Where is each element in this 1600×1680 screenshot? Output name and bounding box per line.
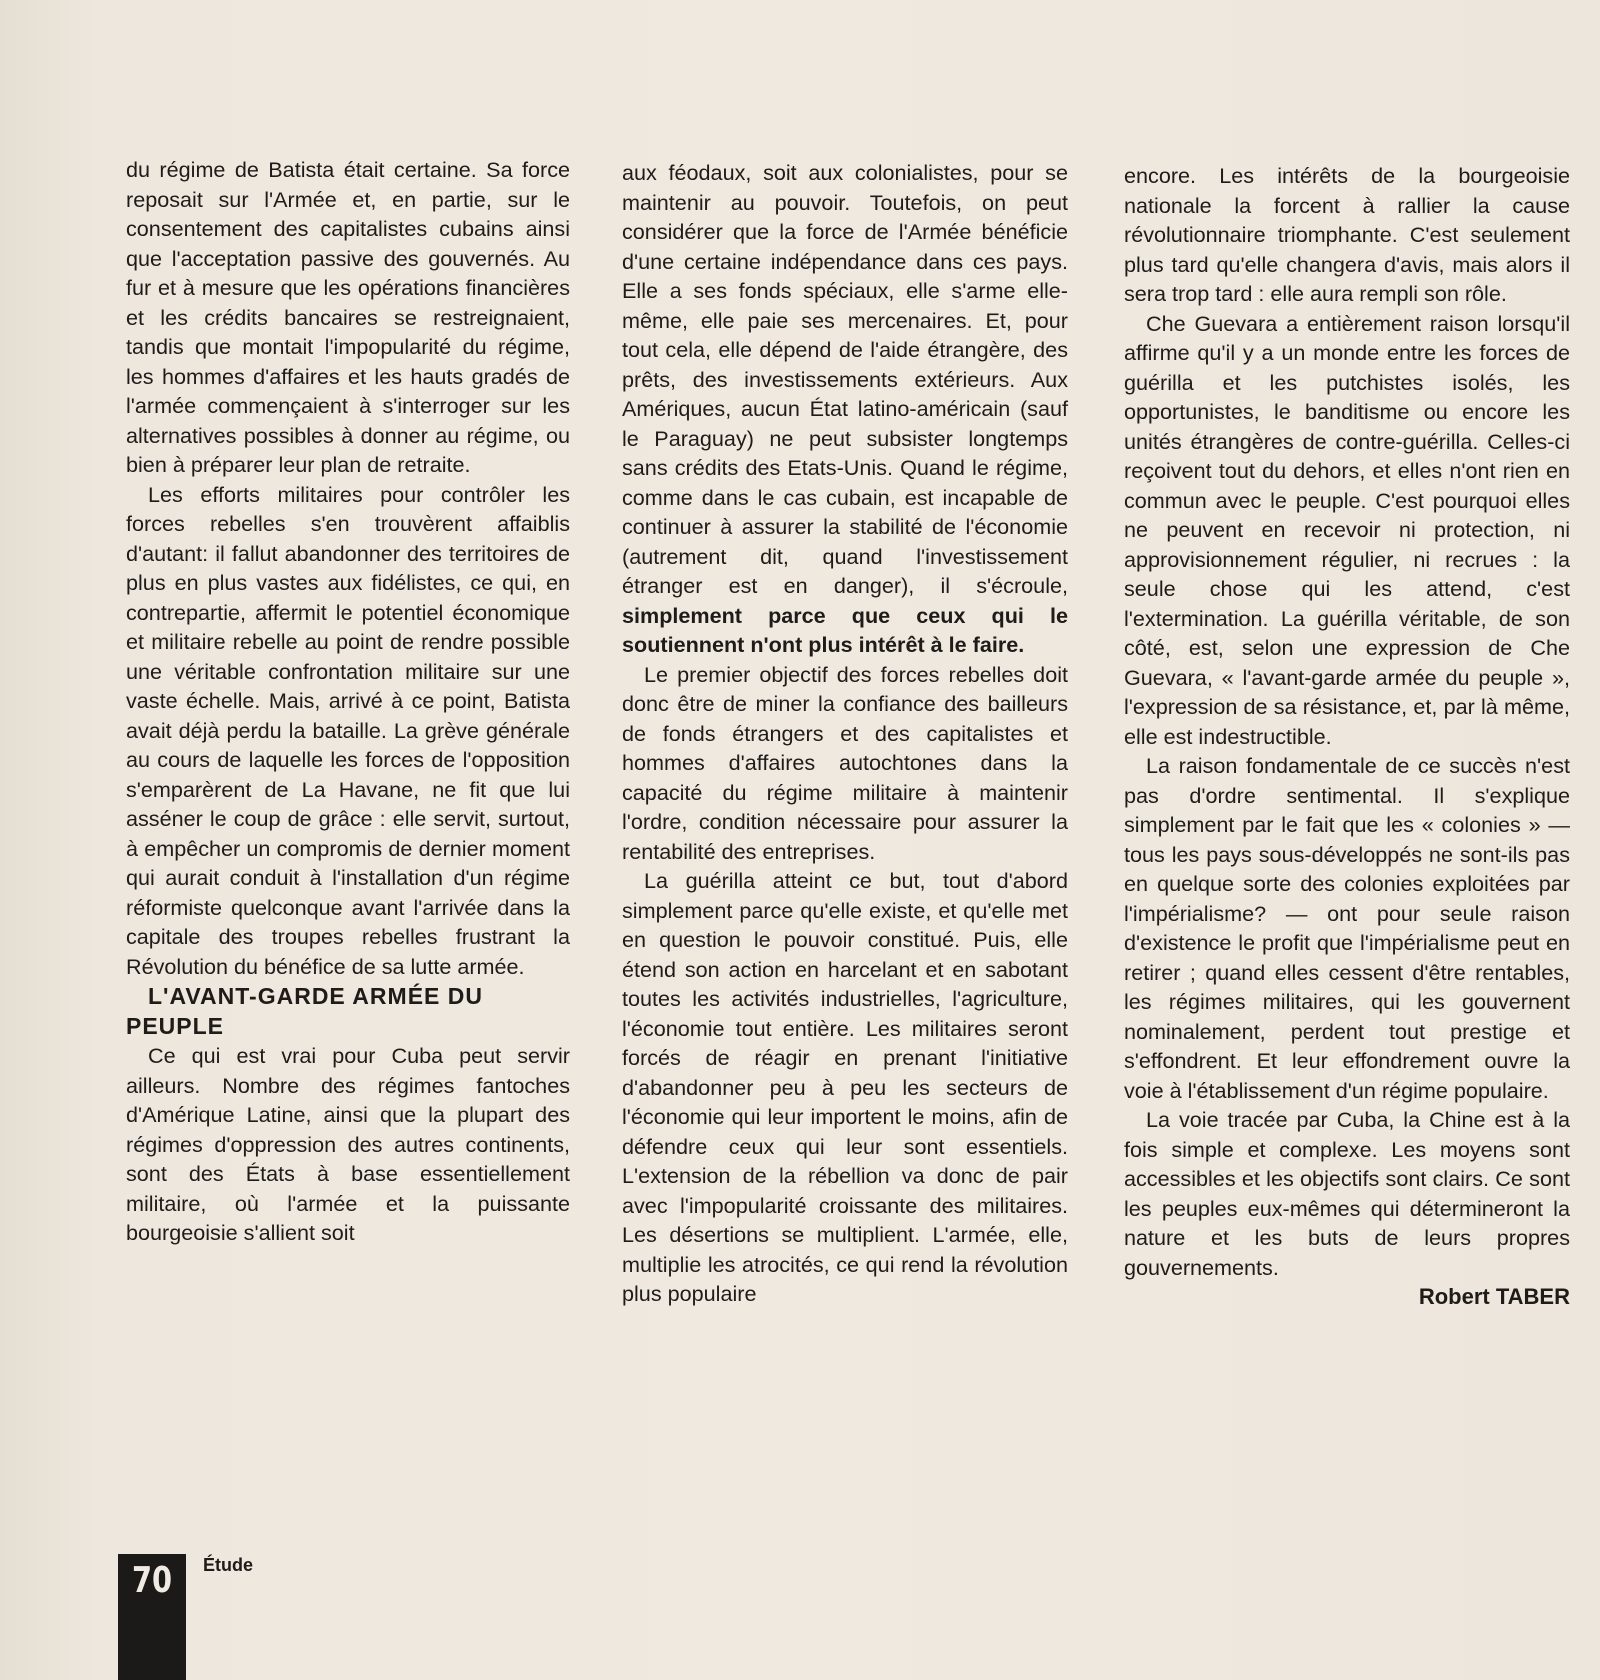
- section-heading: L'AVANT-GARDE ARMÉE DU PEUPLE: [126, 983, 483, 1039]
- paragraph: Le premier objectif des forces rebelles doit donc être de miner la confiance des bailleurs de fonds étrangers et des capitalistes et hommes d'affaires autochtones dans la capacité du régime militaire à maintenir l'ordre, condition nécessaire pour assurer la rentabilité des entreprises.: [622, 661, 1068, 864]
- page-number: 70: [131, 1560, 173, 1601]
- emphasized-text: simplement parce que ceux qui le soutiennent n'ont plus intérêt à le faire.: [622, 602, 1068, 657]
- text-column-3: [1124, 161, 1570, 1312]
- author-signature: Robert TABER: [1418, 1284, 1570, 1309]
- paragraph: La raison fondamentale de ce succès n'est pas d'ordre sentimental. Il s'explique simplement par le fait que les « colonies » — tous les pays sous-développés ne sont-ils pas en quelque sorte des colonies exploitées par l'impérialisme? — ont pour seule raison d'existence le profit que l'impérialisme peut en retirer ; quand elles cessent d'être rentables, les régimes militaires, qui les gouvernent nominalement, perdent tout prestige et s'effondrent. Et leur effondrement ouvre la voie à l'établissement d'un régime populaire.: [1124, 753, 1570, 1103]
- paragraph-text: aux féodaux, soit aux colonialistes, pour se maintenir au pouvoir. Toutefois, on peut considérer que la force de l'Armée bénéficie d'une certaine indépendance dans ces pays. Elle a ses fonds spéciaux, elle s'arme elle-même, elle paie ses mercenaires. Et, pour tout cela, elle dépend de l'aide étrangère, des prêts, des investissements extérieurs. Aux Amériques, aucun État latino-américain (sauf le Paraguay) ne peut subsister longtemps sans crédits des Etats-Unis. Quand le régime, comme dans le cas cubain, est incapable de continuer à assurer la stabilité de l'économie (autrement dit, quand l'investissement étranger est en danger), il s'écroule,: [622, 160, 1068, 598]
- paragraph: encore. Les intérêts de la bourgeoisie nationale la forcent à rallier la cause révolutionnaire triomphante. C'est seulement plus tard qu'elle changera d'avis, mais alors il sera trop tard : elle aura rempli son rôle.: [1124, 163, 1570, 306]
- paragraph: La voie tracée par Cuba, la Chine est à la fois simple et complexe. Les moyens sont accessibles et les objectifs sont clairs. Ce sont les peuples eux-mêmes qui détermineront la nature et les buts de leurs propres gouvernements.: [1124, 1107, 1570, 1280]
- paragraph: Che Guevara a entièrement raison lorsqu'il affirme qu'il y a un monde entre les forces de guérilla et les putchistes isolés, les opportunistes, le banditisme ou encore les unités étrangères de contre-guérilla. Celles-ci reçoivent tout du dehors, et elles n'ont rien en commun avec le peuple. C'est pourquoi elles ne peuvent en recevoir ni protection, ni approvisionnement régulier, ni recrues : la seule chose qui les attend, c'est l'extermination. La guérilla véritable, de son côté, est, selon une expression de Che Guevara, « l'avant-garde armée du peuple », l'expression de sa résistance, et, par là même, elle est indestructible.: [1124, 310, 1570, 749]
- text-column-2: [622, 158, 1068, 1309]
- paragraph: La guérilla atteint ce but, tout d'abord simplement parce qu'elle existe, et qu'elle met en question le pouvoir constitué. Puis, elle étend son action en harcelant et en sabotant toutes les activités industrielles, l'agriculture, l'économie tout entière. Les militaires seront forcés de réagir en prenant l'initiative d'abandonner peu à peu les secteurs de l'économie qui leur importent le moins, afin de défendre ceux qui leur sont essentiels. L'extension de la rébellion va donc de pair avec l'impopularité croissante des militaires. Les désertions se multiplient. L'armée, elle, multiplie les atrocités, ce qui rend la révolution plus populaire: [622, 868, 1068, 1306]
- paragraph: [622, 158, 1068, 660]
- section-label: Étude: [203, 1555, 254, 1575]
- paragraph: Ce qui est vrai pour Cuba peut servir ailleurs. Nombre des régimes fantoches d'Amérique Latine, ainsi que la plupart des régimes d'oppression des autres continents, sont des États à base essentiellement militaire, où l'armée et la puissante bourgeoisie s'allient soit: [126, 1043, 570, 1245]
- paragraph: Les efforts militaires pour contrôler les forces rebelles s'en trouvèrent affaiblis d'autant: il fallut abandonner des territoires de plus en plus vastes aux fidélistes, ce qui, en contrepartie, affermit le potentiel économique et militaire rebelle au point de rendre possible une véritable confrontation militaire sur une vaste échelle. Mais, arrivé à ce point, Batista avait déjà perdu la bataille. La grève générale au cours de laquelle les forces de l'opposition s'emparèrent de La Havane, ne fit que lui asséner le coup de grâce : elle servit, surtout, à empêcher un compromis de dernier moment qui aurait conduit à l'installation d'un régime réformiste quelconque avant l'arrivée dans la capitale des troupes rebelles frustrant la Révolution du bénéfice de sa lutte armée.: [126, 481, 570, 979]
- paragraph: du régime de Batista était certaine. Sa force reposait sur l'Armée et, en partie, sur le consentement des capitalistes cubains ainsi que l'acceptation passive des gouvernés. Au fur et à mesure que les opérations financières et les crédits bancaires se restreignaient, tandis que montait l'impopularité du régime, les hommes d'affaires et les hauts gradés de l'armée commençaient à s'interroger sur les alternatives possibles à donner au régime, ou bien à préparer leur plan de retraite.: [126, 157, 570, 477]
- text-column-1: [126, 155, 570, 1248]
